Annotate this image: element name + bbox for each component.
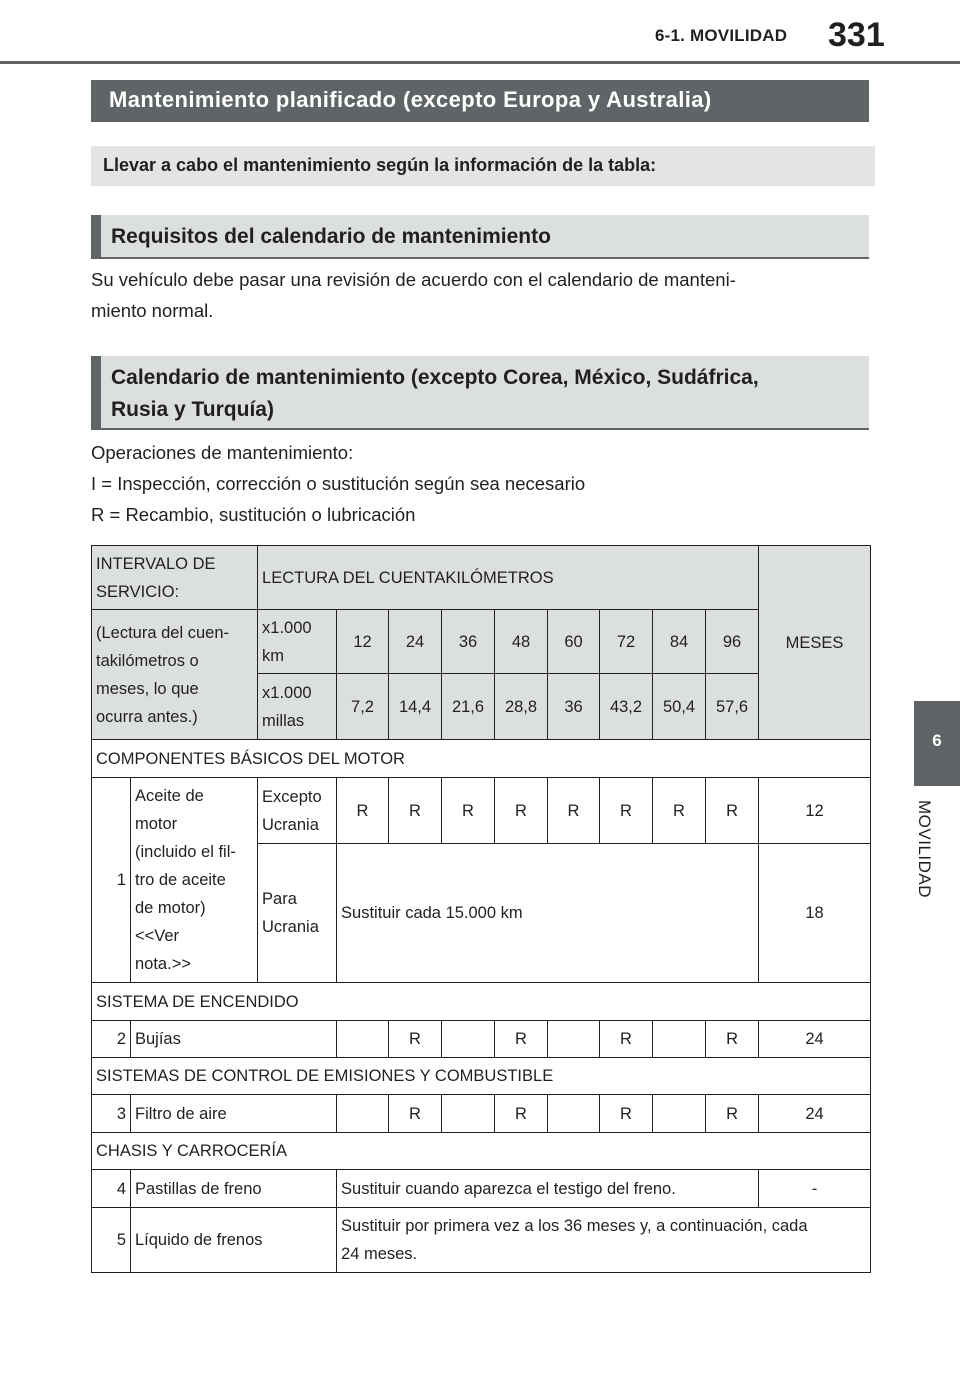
schedule-cell: R: [548, 778, 600, 844]
item-name: Pastillas de freno: [131, 1170, 337, 1208]
operations-legend: [91, 437, 851, 530]
table-row-spark-plugs: [92, 1021, 871, 1058]
requirements-paragraph-line: miento normal.: [91, 300, 214, 321]
schedule-cell: [337, 1021, 389, 1058]
schedule-cell: R: [389, 778, 442, 844]
miles-value: 14,4: [389, 674, 442, 740]
instruction-line: Sustituir por primera vez a los 36 meses y, a continuación, cada: [341, 1217, 808, 1235]
miles-unit-line: x1.000: [262, 683, 312, 702]
chapter-tab[interactable]: [914, 701, 960, 786]
interval-note-line: ocurra antes.): [96, 707, 198, 726]
item-name-line: (incluido el fil-: [135, 843, 236, 861]
variant-label: [258, 778, 337, 844]
section-heading-calendar-line: Calendario de mantenimiento (excepto Corea, México, Sudáfrica,: [111, 366, 759, 389]
schedule-cell: [442, 1021, 495, 1058]
instruction-line: 24 meses.: [341, 1245, 418, 1263]
category-label: SISTEMA DE ENCENDIDO: [92, 983, 871, 1021]
item-number: 4: [92, 1170, 131, 1208]
miles-value: 36: [548, 674, 600, 740]
miles-value: 7,2: [337, 674, 389, 740]
months-header: MESES: [759, 546, 871, 740]
interval-note-line: takilómetros o: [96, 651, 199, 670]
interval-note-line: (Lectura del cuen-: [96, 623, 229, 642]
category-row-engine: [92, 740, 871, 778]
km-value: 48: [495, 610, 548, 674]
km-value: 84: [653, 610, 706, 674]
item-name: Bujías: [131, 1021, 337, 1058]
km-unit: [258, 610, 337, 674]
schedule-cell: [548, 1095, 600, 1133]
intro-box: Llevar a cabo el mantenimiento según la información de la tabla:: [91, 146, 875, 186]
interval-header-line: SERVICIO:: [96, 582, 180, 601]
section-heading-requirements: Requisitos del calendario de mantenimiento: [91, 215, 869, 259]
schedule-cell: R: [653, 778, 706, 844]
schedule-cell: [548, 1021, 600, 1058]
item-name: Filtro de aire: [131, 1095, 337, 1133]
requirements-paragraph: [91, 264, 851, 326]
header-divider: [0, 61, 960, 64]
table-row-km: [92, 610, 871, 674]
km-value: 12: [337, 610, 389, 674]
category-row-ignition: [92, 983, 871, 1021]
variant-label: [258, 844, 337, 983]
item-name-line: nota.>>: [135, 955, 191, 973]
interval-header: [92, 546, 258, 610]
table-row-air-filter: [92, 1095, 871, 1133]
months-cell: 12: [759, 778, 871, 844]
km-value: 36: [442, 610, 495, 674]
category-row-emissions: [92, 1058, 871, 1095]
section-heading-calendar: [91, 356, 869, 430]
requirements-paragraph-line: Su vehículo debe pasar una revisión de acuerdo con el calendario de manteni-: [91, 269, 736, 290]
km-value: 72: [600, 610, 653, 674]
schedule-cell: R: [389, 1095, 442, 1133]
months-cell: 24: [759, 1095, 871, 1133]
chapter-side-label-text: MOVILIDAD: [915, 800, 934, 899]
interval-note-line: meses, lo que: [96, 679, 199, 698]
km-value: 96: [706, 610, 759, 674]
item-number: 2: [92, 1021, 131, 1058]
months-cell: -: [759, 1170, 871, 1208]
schedule-cell: R: [600, 778, 653, 844]
header-section-title: 6-1. MOVILIDAD: [655, 26, 788, 45]
miles-value: 50,4: [653, 674, 706, 740]
schedule-cell: [442, 1095, 495, 1133]
category-row-chassis: [92, 1133, 871, 1170]
maintenance-schedule-table: [91, 545, 871, 1273]
table-row-oil-except-ukraine: [92, 778, 871, 844]
item-name-line: de motor): [135, 899, 206, 917]
schedule-cell: R: [706, 1095, 759, 1133]
km-unit-line: km: [262, 646, 285, 665]
item-name: Líquido de frenos: [131, 1208, 337, 1273]
schedule-cell: R: [389, 1021, 442, 1058]
miles-unit-line: millas: [262, 711, 305, 730]
page-header: [0, 0, 960, 64]
category-label: COMPONENTES BÁSICOS DEL MOTOR: [92, 740, 871, 778]
chapter-tab-number: 6: [932, 731, 942, 750]
table-row-brake-fluid: [92, 1208, 871, 1273]
item-name-line: motor: [135, 815, 178, 833]
variant-label-line: Para: [262, 890, 297, 908]
operations-legend-inspection: I = Inspección, corrección o sustitución según sea necesario: [91, 473, 586, 494]
months-cell: 24: [759, 1021, 871, 1058]
schedule-cell: [653, 1095, 706, 1133]
variant-label-line: Ucrania: [262, 918, 319, 936]
miles-value: 21,6: [442, 674, 495, 740]
schedule-cell: R: [495, 1021, 548, 1058]
variant-label-line: Excepto: [262, 787, 322, 806]
instruction-cell: Sustituir cuando aparezca el testigo del freno.: [337, 1170, 759, 1208]
schedule-cell: R: [706, 1021, 759, 1058]
operations-legend-replacement: R = Recambio, sustitución o lubricación: [91, 504, 416, 525]
category-label: SISTEMAS DE CONTROL DE EMISIONES Y COMBUSTIBLE: [92, 1058, 871, 1095]
miles-value: 57,6: [706, 674, 759, 740]
main-title: Mantenimiento planificado (excepto Europa y Australia): [91, 80, 869, 122]
operations-title: Operaciones de mantenimiento:: [91, 442, 354, 463]
item-name-line: <<Ver: [135, 927, 180, 945]
km-value: 60: [548, 610, 600, 674]
km-value: 24: [389, 610, 442, 674]
schedule-cell: R: [495, 778, 548, 844]
page-number: 331: [828, 16, 885, 54]
item-name-line: Aceite de: [135, 787, 204, 805]
schedule-cell: R: [442, 778, 495, 844]
km-unit-line: x1.000: [262, 618, 312, 637]
item-name-line: tro de aceite: [135, 871, 226, 889]
item-number: 3: [92, 1095, 131, 1133]
miles-value: 28,8: [495, 674, 548, 740]
variant-label-line: Ucrania: [262, 815, 319, 834]
schedule-cell: [337, 1095, 389, 1133]
schedule-cell: R: [337, 778, 389, 844]
item-number: 5: [92, 1208, 131, 1273]
instruction-cell: Sustituir cada 15.000 km: [337, 844, 759, 983]
table-row-brake-pads: [92, 1170, 871, 1208]
odometer-header: LECTURA DEL CUENTAKILÓMETROS: [258, 546, 759, 610]
schedule-cell: R: [600, 1095, 653, 1133]
months-cell: 18: [759, 844, 871, 983]
chapter-side-label: [915, 800, 947, 910]
miles-unit: [258, 674, 337, 740]
schedule-cell: R: [706, 778, 759, 844]
interval-note: [92, 610, 258, 740]
interval-header-line: INTERVALO DE: [96, 554, 216, 573]
item-name-engine-oil: [131, 778, 258, 983]
category-label: CHASIS Y CARROCERÍA: [92, 1133, 871, 1170]
schedule-cell: R: [495, 1095, 548, 1133]
item-number: 1: [92, 778, 131, 983]
table-header-row: [92, 546, 871, 610]
schedule-cell: R: [600, 1021, 653, 1058]
section-heading-calendar-line: Rusia y Turquía): [111, 398, 274, 421]
instruction-cell: [337, 1208, 871, 1273]
schedule-cell: [653, 1021, 706, 1058]
miles-value: 43,2: [600, 674, 653, 740]
